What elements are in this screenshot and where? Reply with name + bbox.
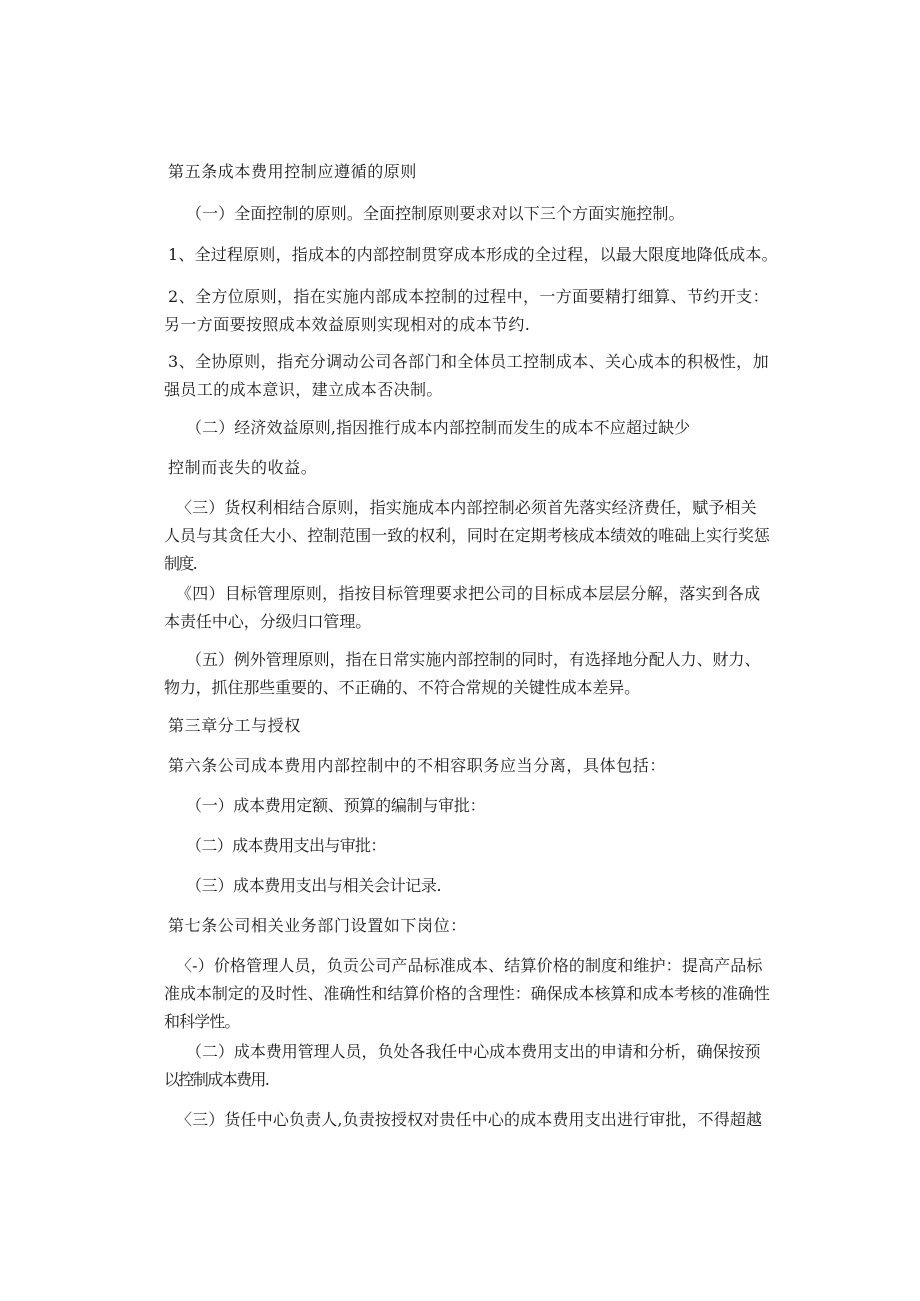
text-line: （二）经济效益原则,指因推行成本内部控制而发生的成本不应超过缺少 [186,418,691,437]
whole-process-principle [168,241,790,269]
text-line: 第六条公司成本费用内部控制中的不相容职务应当分离，具体包括： [168,756,667,775]
exception-management-principle [164,646,808,702]
pricing-staff-duty [164,952,798,1036]
text-line: （二）成本费用支出与审批： [186,836,386,855]
article-6-item-3 [186,872,808,900]
text-line: 3、全协原则，指充分调动公司各部门和全体员工控制成本、关心成本的积极性，加 [168,352,769,371]
article-6-item-1 [186,792,808,820]
principle-1-heading [186,200,808,228]
all-round-principle [164,283,790,339]
text-line: 《四）目标管理原则，指按目标管理要求把公司的目标成本层层分解，落实到各成 [176,584,761,603]
text-line: （五）例外管理原则，指在日常实施内部控制的同时，有选择地分配人力、财力、 [186,650,761,669]
article-6-item-2 [186,832,808,860]
text-line: 〈-）价格管理人员，负贡公司产品标准成本、结算价格的制度和维护：提高产品标 [176,956,763,975]
text-line: 强员工的成本意识，建立成本否决制。 [164,380,443,399]
target-management-principle [164,580,798,636]
text-line: （三）成本费用支出与相关会计记录. [186,876,442,895]
economic-benefit-principle [186,414,808,442]
text-line: 〈三）货权利相结合原则，指实施成本内部控制必须首先落实经济费任，赋予相关 [176,498,757,517]
article-7-heading [168,912,790,940]
responsibility-center-head-duty [176,1106,798,1134]
responsibility-rights-principle [164,494,798,578]
text-line: 第三章分工与授权 [168,716,301,735]
text-line: 人员与其贪任大小、控制范围一致的权利，同时在定期考核成本绩效的唯础上实行奖惩 [164,526,770,545]
text-line: 第五条成本费用控制应遵循的原则 [168,162,418,181]
text-line: 物力，抓住那些重要的、不正确的、不符合常规的关键性成本差异。 [164,678,641,697]
cost-staff-duty [164,1038,808,1094]
text-line: 本责任中心，分级归口管理。 [164,612,372,631]
text-line: 第七条公司相关业务部门设置如下岗位： [168,916,467,935]
text-line: 制度. [164,554,196,573]
text-line: 以控制成本费用. [164,1070,269,1089]
text-line: （一）成本费用定额、预算的编制与审批： [186,796,486,815]
article-6-heading [168,752,790,780]
text-line: 1、全过程原则，指成本的内部控制贯穿成本形成的全过程，以最大限度地降低成本。 [168,245,778,264]
article-5-heading [168,158,790,186]
text-line: （一）全面控制的原则。全面控制原则要求对以下三个方面实施控制。 [186,204,685,223]
text-line: 2、全方位原则，指在实施内部成本控制的过程中，一方面要精打细算、节约开支： [168,287,769,306]
text-line: 控制而丧失的收益。 [168,458,318,477]
text-line: 准成本制定的及时性、准确性和结算价格的含理性：确保成本核算和成本考核的准确性 [164,984,770,1003]
text-line: 和科学性。 [164,1012,240,1031]
full-cooperation-principle [164,348,790,404]
economic-benefit-principle-cont [168,454,790,482]
text-line: 〈三）货任中心负责人,负责按授权对贵任中心的成本费用支出进行审批，不得超越 [176,1110,763,1129]
text-line: 另一方面要按照成本效益原则实现相对的成本节约. [164,315,531,334]
text-line: （二）成本费用管理人员，负处各我任中心成本费用支出的申请和分析，确保按预 [186,1042,761,1061]
chapter-3-heading [168,712,790,740]
